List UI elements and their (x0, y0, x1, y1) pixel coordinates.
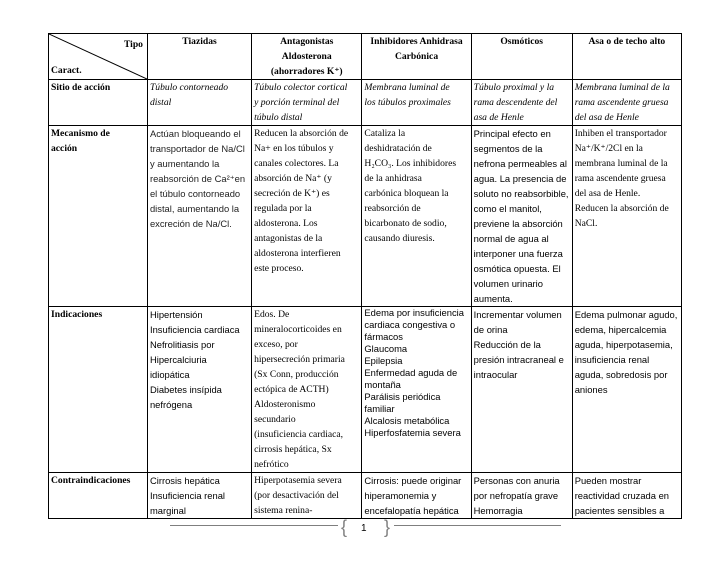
cell-line: distal (149, 97, 172, 108)
cell-line: canales colectores. La (254, 158, 339, 169)
cell-line: Membrana luminal de la (574, 82, 670, 93)
cell-line: secreción de K⁺) es (254, 188, 330, 199)
cell-line: Hemorragia (473, 505, 523, 516)
cell-line: (por desactivación del (254, 490, 339, 501)
cell-line: Na+ en los túbulos y (254, 143, 334, 154)
cell-line: rama descendente del (473, 97, 558, 108)
cell-mecanismo-asa (572, 126, 681, 307)
cell-line: y aumentando la (149, 158, 220, 169)
cell-line: Na⁺/K⁺/2Cl en la (574, 143, 643, 154)
cell-line: Reducen la absorción de (574, 203, 669, 214)
row-sitio (49, 80, 682, 126)
cell-line: distal, aumentando la (149, 203, 240, 214)
cell-line: Hipercalciuria (149, 354, 207, 365)
cell-indicaciones-tiazidas (147, 307, 251, 473)
cell-line: túbulo distal (254, 112, 303, 123)
cell-line: Parálisis periódica (364, 391, 441, 402)
cell-mecanismo-inhibidores (362, 126, 471, 307)
cell-contra-tiazidas (147, 473, 251, 519)
cell-line: pacientes sensibles a (574, 505, 665, 516)
row-mecanismo (49, 126, 682, 307)
cell-line: del asa de Henle (574, 112, 639, 123)
cell-line: Insuficiencia cardiaca (149, 324, 240, 335)
cell-line: aldosterona interfieren (254, 248, 341, 259)
footer-brace-right: } (384, 517, 391, 537)
cell-line: Hipertensión (149, 309, 203, 320)
cell-line: soluto no reabsorbible, (473, 188, 569, 199)
cell-line: Glaucoma (364, 343, 408, 354)
cell-sitio-osmoticos (471, 80, 572, 126)
cell-line: rama ascendente gruesa (574, 97, 669, 108)
row-label-contra: Contraindicaciones (49, 473, 148, 519)
cell-line: familiar (364, 403, 395, 414)
header-antagonistas (252, 34, 362, 80)
cell-mecanismo-antagonistas (252, 126, 362, 307)
header-osmoticos: Osmóticos (471, 34, 572, 80)
cell-line: carbónica bloquean la (364, 188, 449, 199)
cell-line: montaña (364, 379, 401, 390)
cell-line: Carbónica (394, 51, 439, 62)
cell-line: secundario (254, 414, 296, 425)
cell-line: (insuficiencia cardiaca, (254, 429, 344, 440)
cell-line: Actúan bloqueando el (149, 128, 241, 139)
cell-line: aguda, sobredosis por (574, 369, 668, 380)
cell-line: por nefropatía grave (473, 490, 559, 501)
cell-line: de orina (473, 324, 508, 335)
cell-line: Aldosterona (281, 51, 332, 62)
cell-line: hipersecreción primaria (254, 354, 345, 365)
cell-line: Hiperpotasemia severa (254, 475, 342, 486)
cell-line: intraocular (473, 369, 518, 380)
cell-contra-inhibidores (362, 473, 471, 519)
cell-line: nefrona permeables al (473, 158, 567, 169)
cell-line: marginal (149, 505, 186, 516)
cell-line: Insuficiencia renal (149, 490, 226, 501)
cell-line: del asa de Henle. (574, 188, 641, 199)
cell-line: Pueden mostrar (574, 475, 642, 486)
cell-line: regulada por la (254, 203, 312, 214)
cell-line: Aldosteronismo (254, 399, 316, 410)
cell-line: interponer una fuerza (473, 248, 563, 259)
cell-line: de la anhidrasa (364, 173, 422, 184)
cell-line: el túbulo contorneado (149, 188, 241, 199)
cell-line: reabsorción de Ca²⁺en (149, 173, 246, 184)
cell-line: Inhibidores Anhidrasa (370, 36, 463, 47)
cell-line: Principal efecto en (473, 128, 551, 139)
cell-line: Diabetes insípida (149, 384, 222, 395)
cell-line: mineralocorticoides en (254, 324, 342, 335)
cell-line: encefalopatía hepática (364, 505, 459, 516)
cell-line: acción (51, 143, 78, 154)
cell-line: Cirrosis hepática (149, 475, 220, 486)
cell-line: deshidratación de (364, 143, 432, 154)
cell-line: transportador de Na/Cl (149, 143, 245, 154)
cell-line: Cataliza la (364, 128, 406, 139)
cell-line: Inhiben el transportador (574, 128, 667, 139)
cell-line: Túbulo contorneado (149, 82, 229, 93)
row-indicaciones (49, 307, 682, 473)
cell-line: como el manitol, (473, 203, 542, 214)
cell-line: Edema por insuficiencia (364, 307, 464, 318)
cell-line: Nefrolitiasis por (149, 339, 215, 350)
cell-line: Reducen la absorción de (254, 128, 349, 139)
row-label-indicaciones: Indicaciones (49, 307, 148, 473)
cell-line: Hiperfosfatemia severa (364, 427, 461, 438)
cell-line: Membrana luminal de (364, 82, 450, 93)
cell-line: previene la absorción (473, 218, 563, 229)
cell-line: Incrementar volumen (473, 309, 562, 320)
header-corner-cell (49, 34, 148, 80)
cell-line: fármacos (364, 331, 403, 342)
footer-rule-left (170, 525, 338, 526)
cell-line: exceso, por (254, 339, 298, 350)
cell-line: y porción terminal del (254, 97, 340, 108)
cell-line: volumen urinario (473, 278, 543, 289)
cell-contra-osmoticos (471, 473, 572, 519)
page-number: 1 (361, 523, 367, 534)
cell-line: aguda, hiperpotasemia, (574, 339, 673, 350)
cell-mecanismo-osmoticos (471, 126, 572, 307)
cell-sitio-antagonistas (252, 80, 362, 126)
cell-line: Mecanismo de (51, 128, 110, 139)
cell-line: ectópica de ACTH) (254, 384, 329, 395)
cell-mecanismo-tiazidas (147, 126, 251, 307)
cell-line: insuficiencia renal (574, 354, 650, 365)
cell-line: aldosterona. Los (254, 218, 318, 229)
cell-sitio-tiazidas (147, 80, 251, 126)
header-row (49, 34, 682, 80)
cell-line: causando diuresis. (364, 233, 435, 244)
cell-line: presión intracraneal e (473, 354, 564, 365)
cell-line: hiperamonemia y (364, 490, 437, 501)
cell-line: este proceso. (254, 263, 304, 274)
cell-line: Túbulo proximal y la (473, 82, 555, 93)
cell-line: (ahorradores K⁺) (270, 66, 343, 77)
cell-line: Reducción de la (473, 339, 541, 350)
cell-line: bicarbonato de sodio, (364, 218, 447, 229)
cell-line: asa de Henle (473, 112, 524, 123)
cell-indicaciones-asa (572, 307, 681, 473)
cell-line: osmótica opuesta. El (473, 263, 561, 274)
cell-line: antagonistas de la (254, 233, 323, 244)
cell-indicaciones-osmoticos (471, 307, 572, 473)
cell-line: Epilepsia (364, 355, 403, 366)
cell-line: reabsorción de (364, 203, 421, 214)
cell-line: idiopática (149, 369, 190, 380)
footer-brace-left: { (341, 517, 348, 537)
row-contra (49, 473, 682, 519)
row-label-mecanismo (49, 126, 148, 307)
cell-line: aniones (574, 384, 608, 395)
header-caract: Caract. (51, 65, 82, 76)
cell-line: Edos. De (254, 309, 290, 320)
cell-line: los túbulos proximales (364, 97, 451, 108)
cell-line: NaCl. (574, 218, 598, 229)
cell-line: sistema renina- (254, 505, 313, 516)
cell-line: edema, hipercalcemia (574, 324, 667, 335)
cell-line: H₂CO₃. Los inhibidores (364, 158, 457, 169)
cell-line: Alcalosis metabólica (364, 415, 450, 426)
header-asa: Asa o de techo alto (572, 34, 681, 80)
cell-line: Edema pulmonar agudo, (574, 309, 678, 320)
cell-sitio-asa (572, 80, 681, 126)
cell-line: aumenta. (473, 293, 513, 304)
cell-line: Personas con anuria (473, 475, 560, 486)
cell-line: Túbulo colector cortical (254, 82, 348, 93)
cell-line: absorción de Na⁺ (y (254, 173, 332, 184)
diuretics-table (48, 33, 682, 519)
cell-line: (Sx Conn, producción (254, 369, 339, 380)
cell-line: Cirrosis: puede originar (364, 475, 462, 486)
cell-line: membrana luminal de la (574, 158, 668, 169)
cell-line: rama ascendente gruesa (574, 173, 666, 184)
cell-line: reactividad cruzada en (574, 490, 670, 501)
cell-contra-antagonistas (252, 473, 362, 519)
cell-indicaciones-antagonistas (252, 307, 362, 473)
cell-line: normal de agua al (473, 233, 549, 244)
cell-indicaciones-inhibidores (362, 307, 471, 473)
header-inhibidores (362, 34, 471, 80)
cell-contra-asa (572, 473, 681, 519)
cell-sitio-inhibidores (362, 80, 471, 126)
footer-rule-right (394, 525, 561, 526)
cell-line: Enfermedad aguda de (364, 367, 458, 378)
cell-line: nefrógena (149, 399, 193, 410)
header-tiazidas: Tiazidas (147, 34, 251, 80)
cell-line: agua. La presencia de (473, 173, 567, 184)
cell-line: cardiaca congestiva o (364, 319, 456, 330)
cell-line: nefrótico (254, 459, 289, 470)
cell-line: cirrosis hepática, Sx (254, 444, 332, 455)
header-tipo: Tipo (123, 39, 143, 50)
cell-line: segmentos de la (473, 143, 543, 154)
cell-line: Antagonistas (280, 36, 334, 47)
cell-line: excreción de Na/Cl. (149, 218, 232, 229)
row-label-sitio: Sitio de acción (49, 80, 148, 126)
